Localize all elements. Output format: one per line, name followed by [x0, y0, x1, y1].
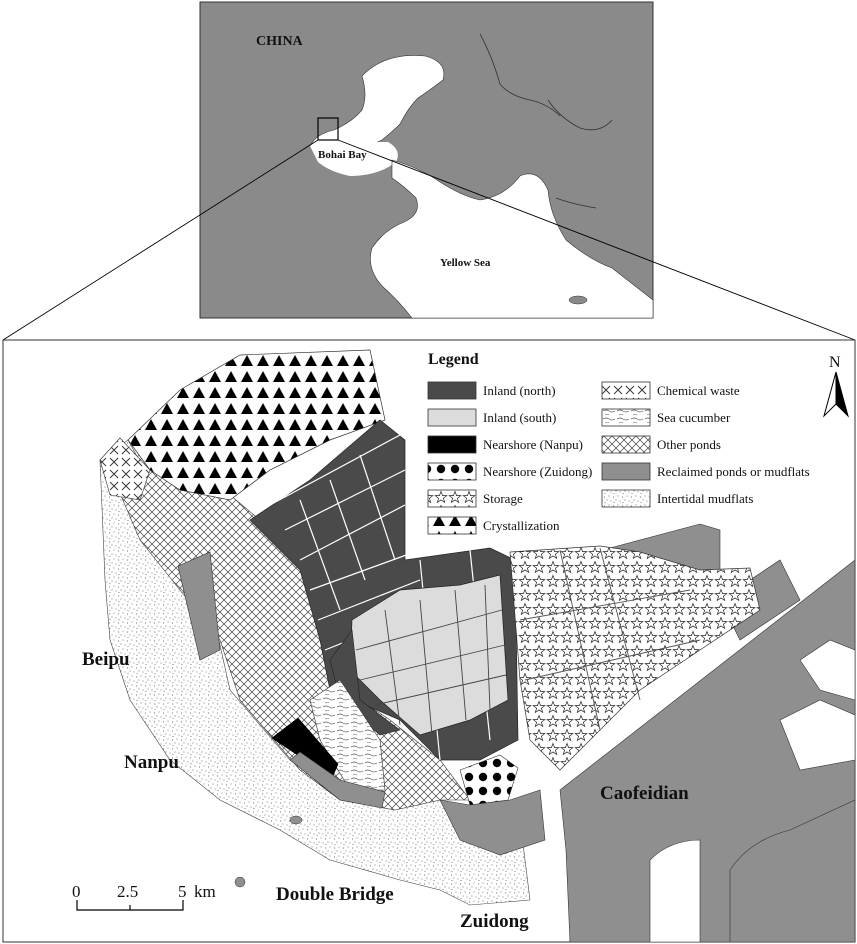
scale-tick-0: 0 — [72, 882, 81, 901]
legend-label-other-ponds: Other ponds — [657, 437, 721, 452]
legend-swatch-inland-south — [428, 409, 476, 426]
label-china: CHINA — [256, 34, 303, 49]
legend-swatch-reclaimed — [602, 463, 650, 480]
main-map — [3, 340, 855, 942]
jeju-island — [569, 296, 587, 304]
legend-swatch-nearshore-nanpu — [428, 436, 476, 453]
legend-label-chemical-waste: Chemical waste — [657, 383, 740, 398]
legend-label-reclaimed: Reclaimed ponds or mudflats — [657, 464, 810, 479]
legend-swatch-sea-cucumber — [602, 409, 650, 426]
label-zuidong: Zuidong — [460, 911, 529, 932]
label-caofeidian: Caofeidian — [600, 783, 689, 804]
legend-label-sea-cucumber: Sea cucumber — [657, 410, 731, 425]
legend-swatch-inland-north — [428, 382, 476, 399]
legend-label-nearshore-nanpu: Nearshore (Nanpu) — [483, 437, 583, 452]
legend-swatch-intertidal — [602, 490, 650, 507]
label-beipu: Beipu — [82, 649, 130, 670]
label-double-bridge: Double Bridge — [276, 884, 394, 905]
scale-unit: km — [194, 882, 216, 901]
legend-title: Legend — [428, 351, 479, 368]
scale-tick-2.5: 2.5 — [117, 882, 139, 901]
caofeidian-channel-1 — [650, 840, 700, 942]
legend-swatch-storage — [428, 490, 476, 507]
islet-1 — [290, 816, 302, 824]
legend-swatch-crystallization — [428, 517, 476, 534]
legend-swatch-chemical-waste — [602, 382, 650, 399]
label-bohai-bay: Bohai Bay — [318, 149, 367, 161]
scale-tick-5: 5 — [178, 882, 187, 901]
legend-label-nearshore-zuidong: Nearshore (Zuidong) — [483, 464, 593, 479]
legend-label-storage: Storage — [483, 491, 523, 506]
legend-label-inland-south: Inland (south) — [483, 410, 557, 425]
label-yellow-sea: Yellow Sea — [440, 257, 491, 269]
inset-map — [200, 2, 653, 318]
label-nanpu: Nanpu — [124, 752, 179, 773]
islet-2 — [235, 877, 245, 887]
legend-swatch-other-ponds — [602, 436, 650, 453]
legend-swatch-nearshore-zuidong — [428, 463, 476, 480]
legend-label-intertidal: Intertidal mudflats — [657, 491, 754, 506]
north-arrow-label: N — [829, 354, 841, 371]
legend-label-inland-north: Inland (north) — [483, 383, 556, 398]
legend-label-crystallization: Crystallization — [483, 518, 560, 533]
